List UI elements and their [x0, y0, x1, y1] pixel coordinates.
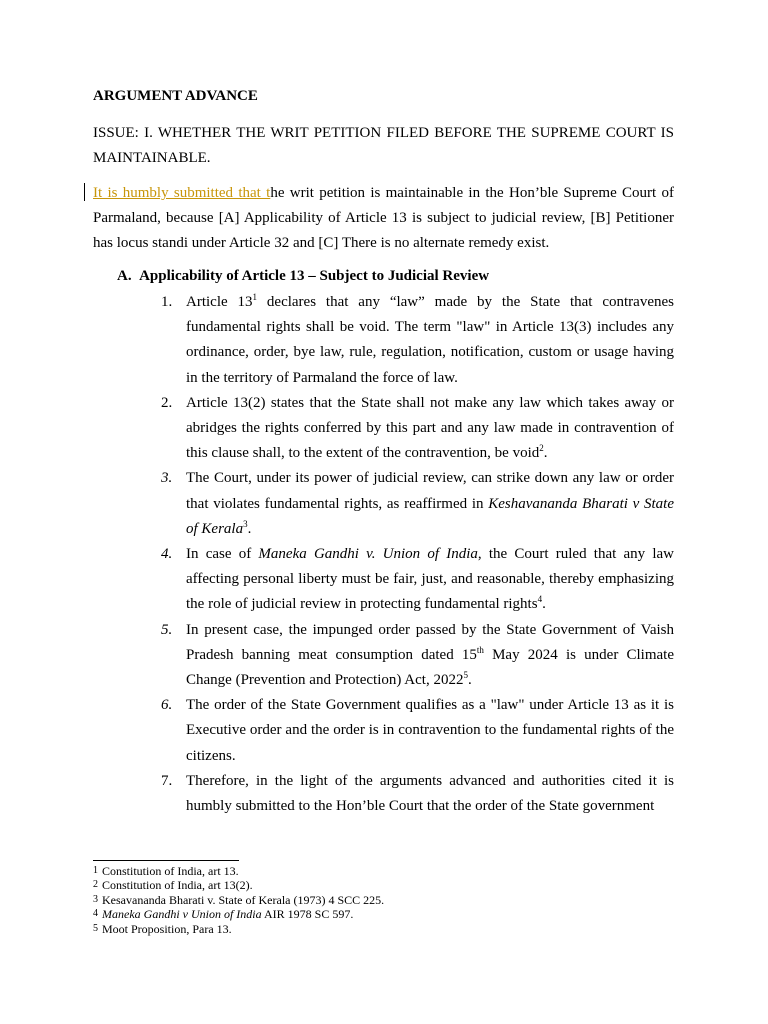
item-text: Article 13: [186, 294, 253, 310]
list-item: [161, 542, 674, 618]
footnote-mark: 1: [93, 865, 98, 876]
footnote-ref[interactable]: 1: [252, 292, 258, 302]
footnote: [93, 922, 384, 936]
section-a-heading: [117, 266, 489, 286]
intro-paragraph[interactable]: [93, 181, 674, 256]
item-number: 4.: [161, 546, 173, 563]
item-text: In case of: [186, 546, 259, 563]
item-text: In present case, the impunged order passed by the State Government of Vaish Pradesh banning meat consumption dated 15: [186, 621, 674, 663]
item-text: The order of the State Government qualifies as a "law" under Article 13 as it is Executive order and the order is in contravention to the fundamental rights of the citizens.: [186, 697, 674, 764]
intro-text: he writ petition is maintainable in the Hon’ble Supreme Court of Parmaland, because [A] Applicability of Article 13 is subject to judicial review, [B] Petitioner has locus standi under Article 32 and [C] There is no alternate remedy exist.: [93, 185, 675, 251]
footnote-text: Kesavananda Bharati v. State of Kerala (1973) 4 SCC 225.: [102, 892, 385, 907]
footnote: [93, 864, 384, 878]
list-item: [161, 466, 674, 542]
case-name: Maneka Gandhi v. Union of India: [258, 546, 478, 563]
section-title: Applicability of Article 13 – Subject to Judicial Review: [139, 268, 490, 284]
footnote-mark: 5: [93, 922, 98, 934]
footnote: [93, 907, 384, 921]
item-number: 7.: [161, 772, 173, 789]
ordinal-suffix: th: [476, 644, 484, 655]
footnote-mark: 4: [93, 908, 98, 920]
item-number: 5.: [161, 621, 173, 638]
item-text: May 2024 is under Climate Change (Prevention and Protection) Act, 2022: [186, 646, 674, 689]
item-text: , the Court ruled that any law affecting personal liberty must be fair, just, and reasonable, thereby emphasizing the role of judicial review in protecting fundamental rights: [186, 546, 674, 613]
footnote-text: Constitution of India, art 13(2).: [102, 878, 253, 893]
item-text: Article 13(2) states that the State shall not make any law which takes away or abridges the rights conferred by this part and any law made in contravention of this clause shall, to the extent of the contravention, be void: [186, 394, 674, 462]
list-item: [161, 693, 674, 769]
footnote-mark: 2: [93, 879, 98, 891]
footnotes: [93, 864, 384, 936]
footnote-separator: [93, 860, 239, 861]
footnote-ref[interactable]: 2: [539, 443, 544, 454]
item-number: 6.: [161, 697, 173, 714]
argument-heading: ARGUMENT ADVANCE: [93, 88, 258, 104]
footnote-case-name: Maneka Gandhi v Union of India: [102, 907, 262, 922]
footnote-text: Constitution of India, art 13.: [102, 864, 239, 878]
list-item: [161, 290, 674, 391]
text-cursor: [84, 183, 85, 201]
item-number: 3.: [161, 470, 173, 487]
list-item: [161, 618, 674, 694]
item-number: 2.: [161, 394, 173, 411]
section-marker: A.: [117, 268, 132, 284]
item-text: The Court, under its power of judicial review, can strike down any law or order that violates fundamental rights, as reaffirmed in: [186, 470, 674, 512]
argument-list: [0, 290, 674, 819]
item-number: 1.: [161, 294, 173, 310]
case-name: Keshavananda Bharati v State of Kerala: [186, 495, 674, 537]
highlighted-text: It is humbly submitted that t: [93, 185, 271, 201]
footnote-ref[interactable]: 4: [537, 594, 543, 605]
item-text: .: [467, 672, 472, 689]
list-item: [161, 391, 674, 467]
item-text: declares that any “law” made by the State that contravenes fundamental rights shall be void. The term "law" in Article 13(3) includes any ordinance, order, bye law, rule, regulation, notification, custom or usage having in the territory of Parmaland the force of law.: [186, 294, 674, 386]
footnote-text: Moot Proposition, Para 13.: [102, 921, 232, 936]
issue-statement: ISSUE: I. WHETHER THE WRIT PETITION FILED BEFORE THE SUPREME COURT IS MAINTAINABLE.: [93, 125, 674, 166]
footnote-ref[interactable]: 5: [463, 670, 468, 681]
list-item: [161, 769, 674, 819]
item-text: .: [247, 520, 252, 537]
footnote: [93, 893, 384, 907]
footnote-ref[interactable]: 3: [243, 518, 248, 529]
item-text: Therefore, in the light of the arguments advanced and authorities cited it is humbly submitted to the Hon’ble Court that the order of the State government: [186, 772, 674, 815]
footnote-mark: 3: [93, 893, 98, 905]
footnote-text: AIR 1978 SC 597.: [261, 907, 354, 922]
footnote: [93, 878, 384, 892]
item-text: .: [542, 596, 546, 613]
item-text: .: [543, 445, 548, 462]
